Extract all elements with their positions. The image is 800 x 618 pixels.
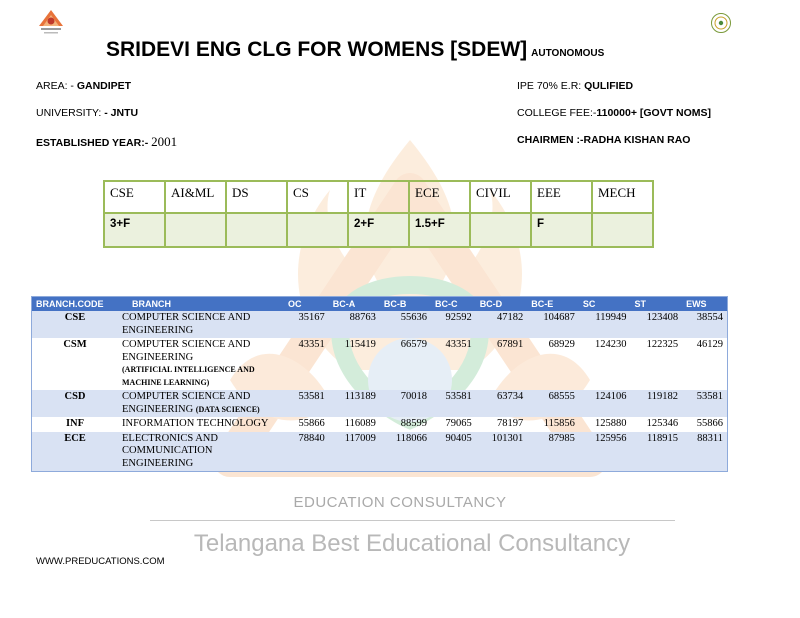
table-row (32, 390, 728, 417)
branch-code: ECE (32, 432, 119, 472)
rank-cell: 43351 (445, 339, 472, 350)
chairmen-info (517, 134, 690, 146)
rank-cell: 78197 (497, 418, 524, 429)
rank-cell: 35167 (284, 311, 329, 338)
rank-cell: 43351 (298, 339, 325, 350)
branch-note: (ARTIFICIAL INTELLIGENCE AND MACHINE LEARNING) (122, 365, 255, 387)
autonomous-label: AUTONOMOUS (531, 48, 605, 59)
rank-cell: 46129 (696, 339, 723, 350)
branch-name: COMPUTER SCIENCE AND ENGINEERING (122, 391, 251, 415)
branch-name: COMPUTER SCIENCE AND ENGINEERING (122, 312, 251, 336)
fee-label: COLLEGE FEE:- (517, 107, 597, 119)
branch-value-cell: F (531, 213, 592, 247)
area-label: AREA: - (36, 80, 77, 92)
table-row (32, 338, 728, 390)
branch-name: INFORMATION TECHNOLOGY (122, 418, 269, 429)
university-value: - JNTU (104, 107, 139, 119)
rank-cell: 125956 (579, 432, 631, 472)
branch-value-cell (226, 213, 287, 247)
rank-cell: 67891 (497, 339, 524, 350)
rank-cell: 53581 (682, 390, 727, 417)
branch-header-cell: CS (287, 181, 348, 213)
chairmen-value: RADHA KISHAN RAO (583, 134, 691, 146)
branch-value-cell: 1.5+F (409, 213, 470, 247)
rank-cell: 79065 (445, 418, 472, 429)
column-header: BC-E (527, 297, 579, 312)
branch-header-cell: DS (226, 181, 287, 213)
branch-code: CSM (63, 339, 87, 350)
rank-cell: 55866 (696, 418, 723, 429)
rank-cell: 118915 (630, 432, 682, 472)
branch-code: CSE (32, 311, 119, 338)
area-info (36, 80, 131, 92)
rank-cell: 90405 (431, 432, 476, 472)
rank-cell: 70018 (380, 390, 431, 417)
ipe-info (517, 80, 633, 92)
rank-header-row (32, 297, 728, 312)
area-value: GANDIPET (76, 80, 132, 92)
branch-note: (DATA SCIENCE) (195, 404, 260, 414)
university-info (36, 107, 138, 119)
rank-cell: 47182 (476, 311, 528, 338)
rank-cell: 87985 (527, 432, 579, 472)
rank-cell: 88763 (329, 311, 380, 338)
branch-value-cell: 3+F (104, 213, 165, 247)
column-header: BC-A (329, 297, 380, 312)
ipe-label: IPE 70% E.R: (517, 80, 585, 92)
rank-cell: 63734 (476, 390, 528, 417)
branch-header-row (104, 181, 653, 213)
watermark-divider (150, 520, 675, 521)
college-seal-icon (710, 12, 732, 34)
column-header: EWS (682, 297, 727, 312)
branch-name: ELECTRONICS AND COMMUNICATION ENGINEERING (122, 432, 218, 469)
table-row (32, 432, 728, 472)
rank-cell: 124230 (594, 339, 627, 350)
consultancy-logo (36, 8, 66, 36)
column-header: BC-D (476, 297, 528, 312)
rank-cell: 123408 (630, 311, 682, 338)
chairmen-label: CHAIRMEN :- (517, 134, 584, 146)
rank-cell: 92592 (431, 311, 476, 338)
rank-cell: 125880 (594, 418, 627, 429)
rank-cell: 55866 (298, 418, 325, 429)
rank-cell: 116089 (344, 418, 376, 429)
branch-header-cell: AI&ML (165, 181, 226, 213)
fee-value: 110000+ [GOVT NOMS] (596, 107, 712, 119)
column-header: BRANCH.CODE (32, 297, 119, 312)
column-header: BC-B (380, 297, 431, 312)
established-label: ESTABLISHED YEAR:- (36, 137, 152, 149)
college-name: SRIDEVI ENG CLG FOR WOMENS [SDEW] (106, 38, 528, 61)
rank-cell: 104687 (527, 311, 579, 338)
watermark-line1: EDUCATION CONSULTANCY (293, 494, 507, 511)
rank-cell: 119949 (579, 311, 631, 338)
branch-cutoff-table (103, 180, 654, 248)
rank-cell: 88599 (400, 418, 427, 429)
branch-header-cell: CIVIL (470, 181, 531, 213)
branch-value-cell (287, 213, 348, 247)
branch-value-cell (592, 213, 653, 247)
branch-header-cell: MECH (592, 181, 653, 213)
rank-cell: 125346 (646, 418, 679, 429)
branch-name-cell (118, 417, 284, 432)
branch-code: CSD (32, 390, 119, 417)
rank-cell: 68555 (527, 390, 579, 417)
table-row (32, 417, 728, 432)
rank-cell: 122325 (646, 339, 679, 350)
fee-info (517, 107, 711, 119)
rank-cell: 66579 (400, 339, 427, 350)
column-header: ST (630, 297, 682, 312)
branch-name-cell (118, 432, 284, 472)
branch-header-cell: IT (348, 181, 409, 213)
branch-name-cell (118, 338, 284, 390)
rank-cell: 101301 (476, 432, 528, 472)
university-label: UNIVERSITY: (36, 107, 105, 119)
rank-cell: 38554 (682, 311, 727, 338)
branch-value-cell (470, 213, 531, 247)
ipe-value: QULIFIED (584, 80, 634, 92)
website-link[interactable]: WWW.PREDUCATIONS.COM (36, 556, 165, 567)
rank-cell: 115419 (344, 339, 376, 350)
established-value: 2001 (151, 134, 178, 149)
rank-cell: 78840 (284, 432, 329, 472)
rank-cell: 117009 (329, 432, 380, 472)
branch-name-cell (118, 311, 284, 338)
rank-cell: 115856 (543, 418, 575, 429)
rank-cell: 53581 (431, 390, 476, 417)
rank-cell: 124106 (579, 390, 631, 417)
rank-cell: 113189 (329, 390, 380, 417)
column-header: BRANCH (118, 297, 284, 312)
established-info (36, 134, 177, 150)
watermark-line2: Telangana Best Educational Consultancy (193, 530, 631, 557)
column-header: OC (284, 297, 329, 312)
rank-cell: 68929 (548, 339, 575, 350)
rank-cell: 119182 (630, 390, 682, 417)
branch-code: INF (65, 418, 85, 429)
closing-rank-table (31, 296, 728, 472)
rank-cell: 55636 (380, 311, 431, 338)
branch-value-cell: 2+F (348, 213, 409, 247)
rank-cell: 118066 (380, 432, 431, 472)
branch-value-cell (165, 213, 226, 247)
branch-header-cell: CSE (104, 181, 165, 213)
branch-header-cell: EEE (531, 181, 592, 213)
rank-cell: 88311 (682, 432, 727, 472)
page-title (106, 38, 604, 62)
branch-name: COMPUTER SCIENCE AND ENGINEERING (122, 339, 251, 363)
rank-cell: 53581 (284, 390, 329, 417)
column-header: SC (579, 297, 631, 312)
branch-header-cell: ECE (409, 181, 470, 213)
branch-name-cell (118, 390, 284, 417)
column-header: BC-C (431, 297, 476, 312)
branch-value-row (104, 213, 653, 247)
table-row (32, 311, 728, 338)
